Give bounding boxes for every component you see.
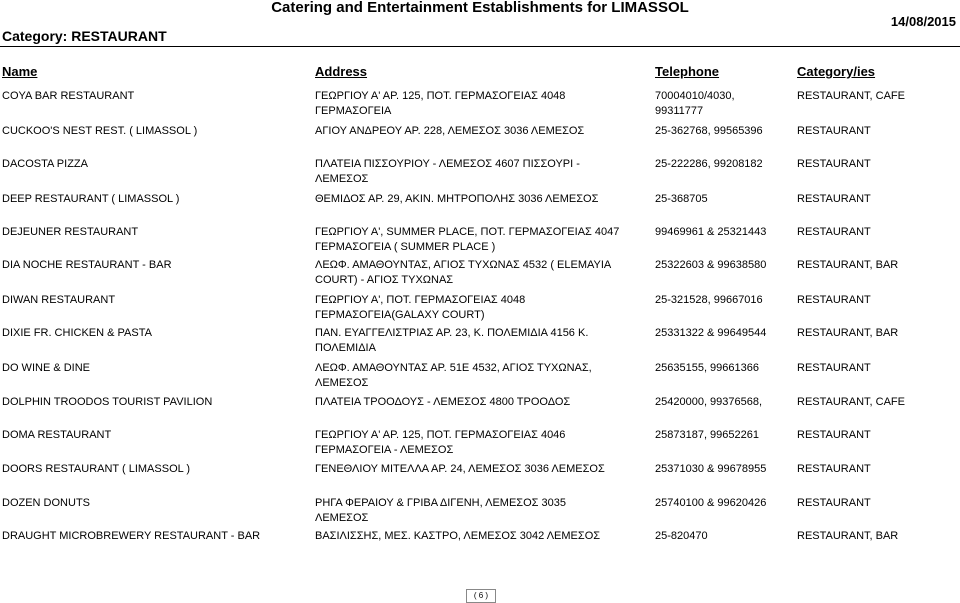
row-category: RESTAURANT [797,193,871,205]
row-telephone: 25331322 & 99649544 [655,327,767,339]
row-name: DOZEN DONUTS [2,497,90,509]
row-category: RESTAURANT, BAR [797,530,899,542]
row-telephone: 25873187, 99652261 [655,429,759,441]
column-header-category: Category/ies [797,64,876,79]
row-address: ΓΕΝΕΘΛΙΟΥ ΜΙΤΕΛΛΑ ΑΡ. 24, ΛΕΜΕΣΟΣ 3036 ΛΕΜΕΣΟΣ [315,463,605,475]
row-telephone: 99469961 & 25321443 [655,226,767,238]
row-name: DRAUGHT MICROBREWERY RESTAURANT - BAR [2,530,261,542]
row-telephone: 25635155, 99661366 [655,362,759,374]
row-name: CUCKOO'S NEST REST. ( LIMASSOL ) [2,125,198,137]
row-category: RESTAURANT, CAFE [797,90,905,102]
row-name: DOORS RESTAURANT ( LIMASSOL ) [2,463,191,475]
row-name: DOLPHIN TROODOS TOURIST PAVILION [2,396,213,408]
row-name: DIXIE FR. CHICKEN & PASTA [2,327,152,339]
column-header-name: Name [2,64,38,79]
row-category: RESTAURANT [797,158,871,170]
report-title: Catering and Entertainment Establishments for LIMASSOL [271,0,689,16]
row-telephone: 25740100 & 99620426 [655,497,767,509]
row-address: ΠΛΑΤΕΙΑ ΠΙΣΣΟΥΡΙΟΥ - ΛΕΜΕΣΟΣ 4607 ΠΙΣΣΟΥΡΙ - ΛΕΜΕΣΟΣ [315,158,580,185]
category-label: Category: RESTAURANT [2,28,167,44]
row-address: ΓΕΩΡΓΙΟΥ Α', SUMMER PLACE, ΠΟΤ. ΓΕΡΜΑΣΟΓΕΙΑΣ 4047 ΓΕΡΜΑΣΟΓΕΙΑ ( SUMMER PLACE ) [315,226,620,253]
row-category: RESTAURANT [797,497,871,509]
header-divider [0,46,960,47]
row-telephone: 25-321528, 99667016 [655,294,763,306]
row-address: ΠΑΝ. ΕΥΑΓΓΕΛΙΣΤΡΙΑΣ ΑΡ. 23, Κ. ΠΟΛΕΜΙΔΙΑ 4156 Κ. ΠΟΛΕΜΙΔΙΑ [315,327,589,354]
row-address: ΛΕΩΦ. ΑΜΑΘΟΥΝΤΑΣ ΑΡ. 51Ε 4532, ΑΓΙΟΣ ΤΥΧΩΝΑΣ, ΛΕΜΕΣΟΣ [315,362,592,389]
row-address: ΓΕΩΡΓΙΟΥ Α', ΠΟΤ. ΓΕΡΜΑΣΟΓΕΙΑΣ 4048 ΓΕΡΜΑΣΟΓΕΙΑ(GALAXY COURT) [315,294,526,321]
row-name: DIWAN RESTAURANT [2,294,116,306]
row-category: RESTAURANT [797,125,871,137]
row-name: DIA NOCHE RESTAURANT - BAR [2,259,172,271]
row-category: RESTAURANT, CAFE [797,396,905,408]
column-header-telephone: Telephone [655,64,720,79]
row-category: RESTAURANT [797,226,871,238]
row-category: RESTAURANT, BAR [797,259,899,271]
row-address: ΡΗΓΑ ΦΕΡΑΙΟΥ & ΓΡΙΒΑ ΔΙΓΕΝΗ, ΛΕΜΕΣΟΣ 3035 ΛΕΜΕΣΟΣ [315,497,566,524]
row-category: RESTAURANT [797,362,871,374]
row-telephone: 25-368705 [655,193,708,205]
row-category: RESTAURANT [797,429,871,441]
row-telephone: 70004010/4030, 99311777 [655,90,735,117]
row-telephone: 25371030 & 99678955 [655,463,767,475]
row-address: ΘΕΜΙΔΟΣ ΑΡ. 29, ΑΚΙΝ. ΜΗΤΡΟΠΟΛΗΣ 3036 ΛΕΜΕΣΟΣ [315,193,599,205]
row-address: ΠΛΑΤΕΙΑ ΤΡΟΟΔΟΥΣ - ΛΕΜΕΣΟΣ 4800 ΤΡΟΟΔΟΣ [315,396,571,408]
row-name: DACOSTA PIZZA [2,158,88,170]
row-telephone: 25-362768, 99565396 [655,125,763,137]
row-category: RESTAURANT, BAR [797,327,899,339]
row-name: DOMA RESTAURANT [2,429,112,441]
row-name: DO WINE & DINE [2,362,91,374]
row-category: RESTAURANT [797,463,871,475]
row-name: DEJEUNER RESTAURANT [2,226,139,238]
row-address: ΒΑΣΙΛΙΣΣΗΣ, ΜΕΣ. ΚΑΣΤΡΟ, ΛΕΜΕΣΟΣ 3042 ΛΕΜΕΣΟΣ [315,530,601,542]
row-address: ΑΓΙΟΥ ΑΝΔΡΕΟΥ ΑΡ. 228, ΛΕΜΕΣΟΣ 3036 ΛΕΜΕΣΟΣ [315,125,585,137]
row-telephone: 25322603 & 99638580 [655,259,767,271]
row-category: RESTAURANT [797,294,871,306]
column-header-address: Address [315,64,368,79]
row-telephone: 25-820470 [655,530,708,542]
row-name: COYA BAR RESTAURANT [2,90,135,102]
row-telephone: 25420000, 99376568, [655,396,763,408]
report-date: 14/08/2015 [890,14,956,29]
row-telephone: 25-222286, 99208182 [655,158,763,170]
row-address: ΓΕΩΡΓΙΟΥ Α' ΑΡ. 125, ΠΟΤ. ΓΕΡΜΑΣΟΓΕΙΑΣ 4046 ΓΕΡΜΑΣΟΓΕΙΑ - ΛΕΜΕΣΟΣ [315,429,566,456]
row-address: ΛΕΩΦ. ΑΜΑΘΟΥΝΤΑΣ, ΑΓΙΟΣ ΤΥΧΩΝΑΣ 4532 ( ELEMAYIA COURT) - ΑΓΙΟΣ ΤΥΧΩΝΑΣ [315,259,611,286]
page-number: ( 6 ) [466,589,496,603]
row-name: DEEP RESTAURANT ( LIMASSOL ) [2,193,180,205]
row-address: ΓΕΩΡΓΙΟΥ Α' ΑΡ. 125, ΠΟΤ. ΓΕΡΜΑΣΟΓΕΙΑΣ 4048 ΓΕΡΜΑΣΟΓΕΙΑ [315,90,566,117]
